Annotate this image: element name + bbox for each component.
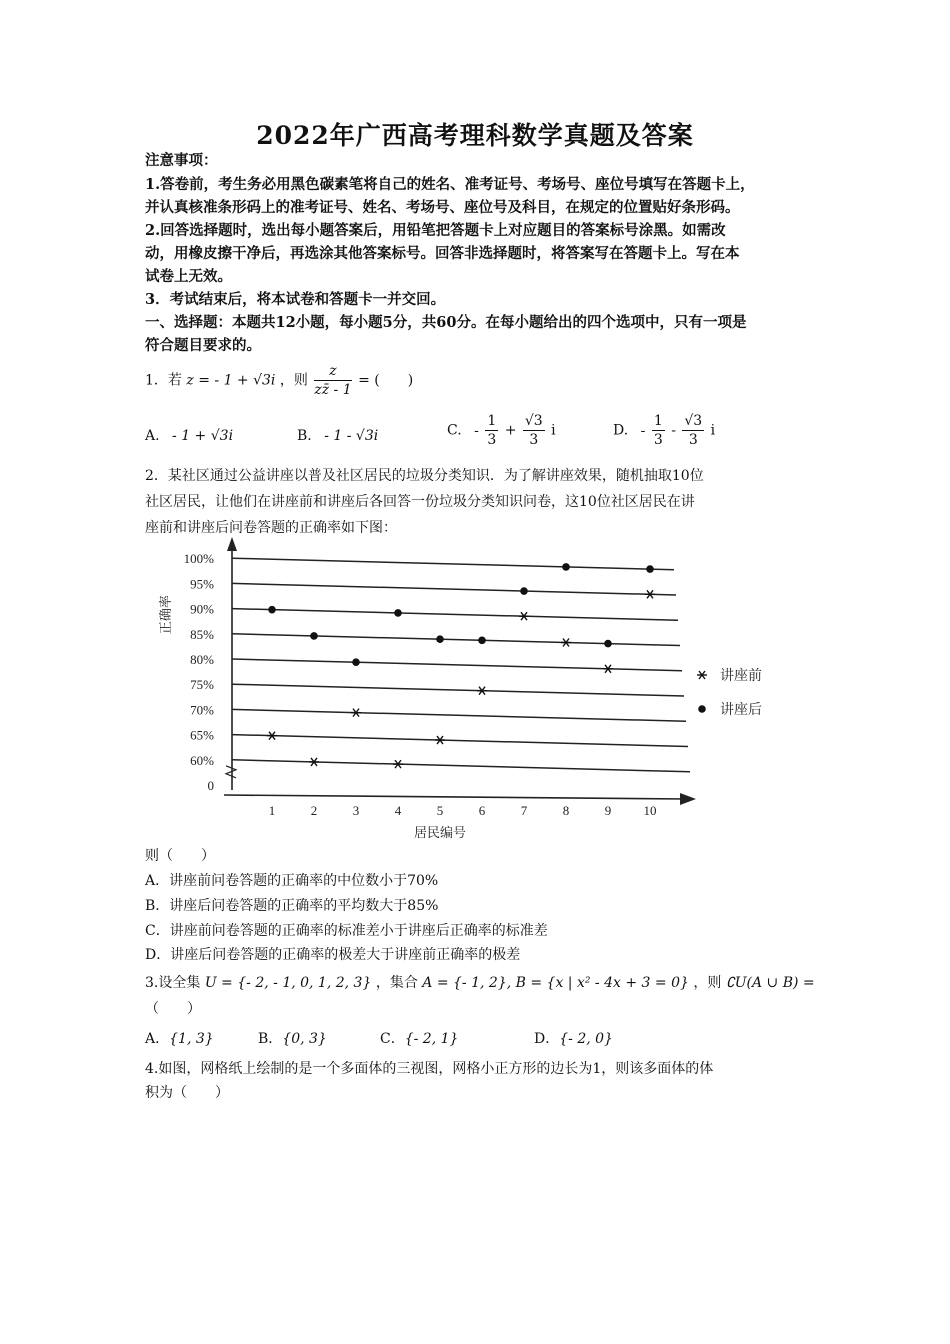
q1-option-d-frac1-den: 3 (653, 432, 663, 448)
q1-mid: ，则 (279, 372, 308, 389)
gridline (232, 659, 682, 671)
q3-universal-set: U = {- 2, - 1, 0, 1, 2, 3} (204, 975, 372, 991)
x-tick-label: 4 (394, 803, 402, 818)
notice-line-4: 动，用橡皮擦干净后，再选涂其他答案标号。回答非选择题时，将答案写在答题卡上。写在本 (145, 245, 740, 262)
q1-option-a-value: - 1 + √3i (172, 428, 234, 444)
q1-option-c-i: i (551, 422, 556, 439)
q1-option-a-label: A. (145, 428, 160, 444)
accuracy-scatter-chart (140, 535, 800, 845)
after-lecture-point (310, 632, 318, 640)
y-tick-label: 0 (207, 778, 214, 793)
q1-option-b-label: B. (297, 428, 312, 444)
q3-mid1: ，集合 (375, 975, 418, 991)
q3-option-a-label: A． (145, 1031, 170, 1047)
q1-option-b-value: - 1 - √3i (324, 428, 379, 444)
x-axis (224, 795, 688, 799)
after-lecture-point (478, 637, 486, 645)
q2-option-c: C．讲座前问卷答题的正确率的标准差小于讲座后正确率的标准差 (145, 923, 548, 939)
q3-option-a-value: {1, 3} (169, 1031, 214, 1047)
q1-option-c-frac1 (485, 412, 498, 449)
after-lecture-point (268, 606, 276, 614)
gridline (232, 609, 678, 621)
y-tick-label: 90% (190, 601, 214, 617)
gridline (232, 583, 676, 595)
before-lecture-point (561, 639, 571, 647)
after-lecture-point (520, 587, 528, 595)
q2-line-1: 2．某社区通过公益讲座以普及社区居民的垃圾分类知识．为了解讲座效果，随机抽取10位 (145, 468, 704, 484)
q2-option-a: A．讲座前问卷答题的正确率的中位数小于70% (145, 873, 439, 889)
q3-prefix: 3.设全集 (145, 975, 201, 991)
before-lecture-point (309, 758, 319, 766)
q1-option-c-frac1-num: 1 (487, 413, 497, 429)
gridline (232, 709, 686, 721)
after-lecture-point (394, 609, 402, 617)
q1-frac-den: zz̄ - 1 (314, 382, 352, 398)
after-lecture-point (352, 658, 360, 666)
q1-option-c-frac1-den: 3 (487, 432, 497, 448)
q3-option-c-label: C． (380, 1031, 405, 1047)
q3-option-c-value: {- 2, 1} (404, 1031, 459, 1047)
q2-line-2: 社区居民，让他们在讲座前和讲座后各回答一份垃圾分类知识问卷，这10位社区居民在讲 (145, 494, 695, 510)
q1-option-c-label: C. (447, 422, 462, 439)
question-3 (145, 972, 815, 994)
y-tick-label: 80% (190, 652, 214, 667)
q3-option-d-value: {- 2, 0} (559, 1031, 613, 1047)
notice-line-3: 2.回答选择题时，选出每小题答案后，用铅笔把答题卡上对应题目的答案标号涂黑。如需改 (145, 222, 726, 239)
x-tick-label: 2 (310, 803, 318, 818)
q1-option-d-frac2 (682, 412, 704, 449)
x-tick-label: 5 (436, 803, 444, 818)
legend-star-icon (697, 671, 707, 679)
q1-option-c-frac2 (523, 412, 545, 449)
q2-option-b: B．讲座后问卷答题的正确率的平均数大于85% (145, 898, 439, 914)
q1-prefix: 1．若 (145, 372, 182, 389)
q3-option-b-label: B． (258, 1031, 283, 1047)
after-lecture-point (646, 565, 654, 573)
q1-option-a (145, 428, 233, 444)
before-lecture-point (393, 760, 403, 768)
x-tick-label: 9 (604, 803, 612, 818)
y-tick-label: 60% (190, 752, 214, 768)
notice-heading: 注意事项： (145, 152, 218, 169)
q1-fraction (314, 362, 351, 399)
after-lecture-point (562, 563, 570, 571)
q3-option-a (145, 1028, 214, 1048)
q1-option-d-frac2-den: 3 (688, 432, 698, 448)
q1-option-b (297, 428, 378, 444)
page-title: 2022年广西高考理科数学真题及答案 (256, 121, 694, 150)
q1-option-d (613, 412, 715, 449)
axis-break (226, 766, 236, 778)
y-tick-label: 65% (190, 727, 214, 743)
x-axis-label: 居民编号 (413, 825, 467, 840)
y-tick-label: 70% (190, 702, 214, 718)
q1-option-d-frac1-num: 1 (653, 413, 663, 429)
x-tick-label: 10 (643, 803, 657, 818)
section-heading-line-2: 符合题目要求的。 (145, 337, 261, 354)
q1-option-d-minus: - (640, 422, 646, 439)
question-1 (145, 362, 413, 399)
notice-line-6: 3．考试结束后，将本试卷和答题卡一并交回。 (145, 291, 446, 308)
legend-dot-icon (698, 705, 706, 713)
q1-frac-num: z (314, 362, 351, 381)
q1-option-d-minus2: - (671, 422, 676, 439)
before-lecture-point (351, 709, 361, 717)
q3-paren: （ ） (145, 1001, 201, 1017)
q1-option-d-label: D. (613, 422, 629, 439)
gridline (232, 634, 680, 646)
q2-line-3: 座前和讲座后问卷答题的正确率如下图： (145, 520, 397, 536)
gridline (232, 735, 688, 747)
q3-option-b (258, 1028, 327, 1048)
legend-after-label: 讲座后 (720, 703, 762, 718)
q3-option-c (380, 1028, 458, 1048)
y-tick-label: 75% (190, 677, 214, 693)
gridline (232, 760, 690, 772)
notice-line-2: 并认真核准条形码上的准考证号、姓名、考场号、座位号及科目，在规定的位置贴好条形码。 (145, 199, 740, 216)
q4-line-2: 积为（ ） (145, 1085, 229, 1101)
q1-option-c-frac2-num: √3 (524, 413, 543, 429)
after-lecture-point (436, 635, 444, 643)
after-lecture-point (604, 640, 612, 648)
q1-option-d-i: i (710, 422, 716, 439)
q3-expression: ∁U(A ∪ B) = (725, 975, 815, 991)
x-axis-arrow (680, 793, 696, 805)
y-axis-arrow (227, 537, 237, 551)
legend-before-label: 讲座前 (720, 669, 762, 684)
before-lecture-point (645, 590, 655, 598)
x-tick-label: 6 (478, 803, 486, 818)
x-tick-label: 7 (520, 803, 528, 818)
before-lecture-point (519, 612, 529, 620)
y-tick-label: 95% (190, 576, 214, 592)
q1-suffix: = ( ) (358, 372, 414, 389)
q4-line-1: 4.如图，网格纸上绘制的是一个多面体的三视图，网格小正方形的边长为1，则该多面体的体 (145, 1061, 714, 1077)
q1-z-expr: z = - 1 + √3i (186, 372, 276, 389)
x-tick-label: 1 (268, 803, 276, 818)
before-lecture-point (435, 736, 445, 744)
q3-sets: A = {- 1, 2}, B = {x | x² - 4x + 3 = 0} (422, 975, 689, 991)
q1-option-d-frac1 (652, 412, 665, 449)
gridline (232, 558, 674, 570)
notice-line-1: 1.答卷前，考生务必用黑色碳素笔将自己的姓名、准考证号、考场号、座位号填写在答题卡上， (145, 176, 755, 193)
y-tick-label: 85% (190, 626, 214, 642)
q1-option-d-frac2-num: √3 (684, 413, 703, 429)
before-lecture-point (603, 665, 613, 673)
before-lecture-point (477, 687, 487, 695)
y-axis-label: 正确率 (158, 595, 173, 635)
before-lecture-point (267, 732, 277, 740)
notice-line-5: 试卷上无效。 (145, 268, 232, 285)
q1-option-c-plus: + (504, 422, 517, 439)
gridline (232, 684, 684, 696)
q1-option-c-minus: - (474, 422, 479, 439)
q1-option-c (447, 412, 556, 449)
q3-option-b-value: {0, 3} (282, 1031, 327, 1047)
q3-option-d (534, 1028, 613, 1048)
q3-option-d-label: D． (534, 1031, 560, 1047)
q1-option-c-frac2-den: 3 (529, 432, 539, 448)
q3-mid2: ，则 (693, 975, 722, 991)
y-tick-label: 100% (183, 551, 214, 567)
q2-option-d: D．讲座后问卷答题的正确率的极差大于讲座前正确率的极差 (145, 947, 521, 963)
x-tick-label: 3 (352, 803, 360, 818)
section-heading-line-1: 一、选择题：本题共12小题，每小题5分，共60分。在每小题给出的四个选项中，只有一项是 (145, 314, 747, 331)
q2-then: 则（ ） (145, 848, 215, 864)
x-tick-label: 8 (562, 803, 570, 818)
